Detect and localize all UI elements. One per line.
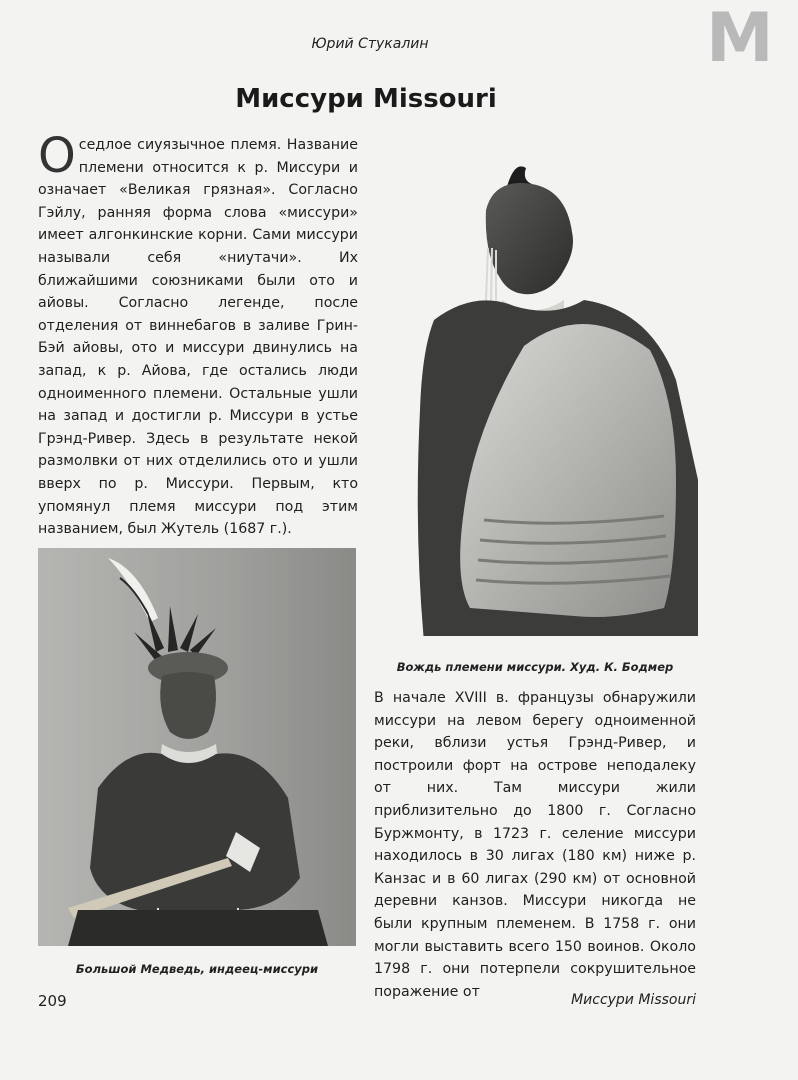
running-header-author: Юрий Стукалин [311,36,429,52]
big-bear-photograph [38,548,356,946]
chief-portrait-image [414,150,698,642]
page-number: 209 [38,992,67,1010]
intro-paragraph [38,128,358,541]
intro-paragraph-text: седлое сиуязычное племя. Название племени относится к р. Миссури и означает «Великая грязная». Согласно Гэйлу, ранняя форма слова «миссури» имеет алгонкинские корни. Сами миссури называли себя «ниутачи». Их ближайшими союзниками были ото и айовы. Согласно легенде, после отделения от виннебагов в заливе Грин-Бэй айовы, ото и миссури двинулись на запад, к р. Айова, где остались люди одноименного племени. Остальные ушли на запад и достигли р. Миссури в устье Грэнд-Ривер. Здесь в результате некой размолвки от них отделились ото и ушли вверх по р. Миссури. Первым, кто упомянул племя миссури под этим названием, был Жутель (1687 г.). [38,137,358,538]
section-thumb-letter: М [706,0,774,78]
article-title: Миссури Missouri [235,84,497,114]
drop-cap-letter: О [38,128,76,184]
big-bear-caption: Большой Медведь, индеец-миссури [75,962,319,976]
running-footer-section: Миссури Missouri [571,992,696,1008]
second-paragraph: В начале XVIII в. французы обнаружили миссури на левом берегу одноименной реки, вблизи устья Грэнд-Ривер, и построили форт на острове неподалеку от них. Там миссури жили приблизительно до 1800 г. Согласно Буржмонту, в 1723 г. селение миссури находилось в 30 лигах (180 км) ниже р. Канзас и в 60 лигах (290 км) от основной деревни канзов. Миссури никогда не были крупным племенем. В 1758 г. они могли выставить всего 150 воинов. Около 1798 г. они потерпели сокрушительное поражение от [374,690,696,1000]
chief-portrait-caption: Вождь племени миссури. Худ. К. Бодмер [396,660,674,674]
